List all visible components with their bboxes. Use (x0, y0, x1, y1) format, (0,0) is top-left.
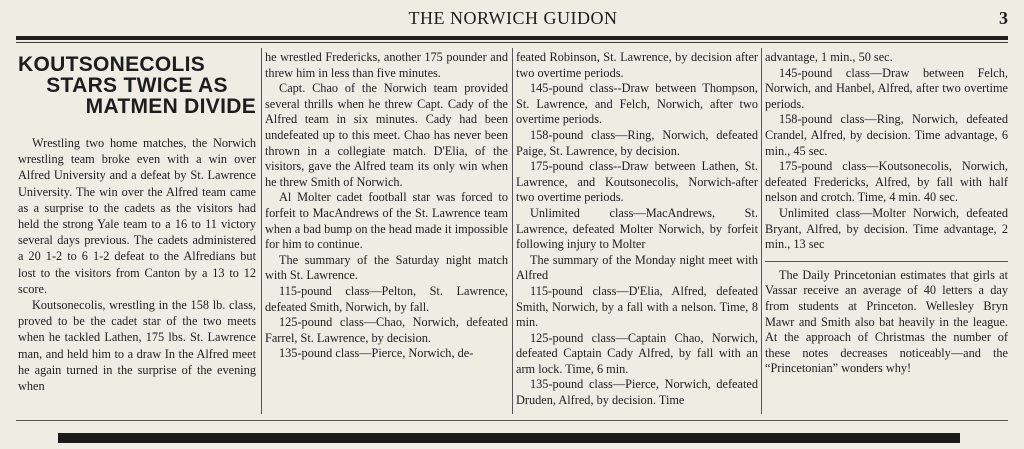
masthead-rule-thin (16, 42, 1008, 43)
paragraph: 175-pound class—Koutsonecolis, Norwich, defeated Fredericks, Alfred, by fall with half nelson and crotch. Time, 4 min. 40 sec. (765, 159, 1008, 205)
paragraph: 175-pound class--Draw between Lathen, St. Lawrence, and Koutsonecolis, Norwich-after two overtime periods. (516, 159, 758, 205)
paragraph: 145-pound class—Draw between Felch, Norwich, and Hanbel, Alfred, after two overtime periods. (765, 65, 1008, 111)
paragraph: Capt. Chao of the Norwich team provided several thrills when he threw Capt. Cady of the Alfred team in six minutes. Cady had been undefeated up to this meet. Chao has never been thrown in a collegiate match. D'Elia, of the visitors, gave the Alfred team its only win when he threw Smith of Norwich. (265, 81, 508, 189)
masthead-rule-thick (16, 36, 1008, 40)
paragraph: 115-pound class—D'Elia, Alfred, defeated Smith, Norwich, by a fall with a nelson. Time, 8 min. (516, 283, 758, 330)
paragraph: 115-pound class—Pelton, St. Lawrence, defeated Smith, Norwich, by fall. (265, 283, 508, 314)
paragraph: Al Molter cadet football star was forced to forfeit to MacAndrews of the St. Lawrence team when a bad bump on the head made it impossible for him to continue. (265, 190, 508, 252)
column-divider (512, 48, 513, 414)
headline-line-2: STARS TWICE AS (46, 74, 228, 97)
paragraph: he wrestled Fredericks, another 175 pounder and threw him in less than five minutes. (265, 50, 508, 80)
paragraph: Koutsonecolis, wrestling in the 158 lb. class, proved to be the cadet star of the two meets when he tackled Lathen, 175 lbs. St. Lawrence man, and held him to a draw In the Alfred meet he again turned in the surprise of the evening when (18, 298, 256, 394)
paragraph: Wrestling two home matches, the Norwich wrestling team broke even with a win over Alfred University and a defeat by St. Lawrence University. The win over the Alfred team came as a surprise to the cadets as the visitors had held the strong Yale team to a 16 to 11 victory several days previous. The cadets administered a 20 1-2 to 6 1-2 defeat to the Alfredians but lost to the visitors from Canton by a 13 to 12 score. (18, 136, 256, 296)
column-3 (516, 50, 758, 416)
article-headline (18, 54, 256, 117)
paragraph: 158-pound class—Ring, Norwich, defeated Crandel, Alfred, by decision. Time advantage, 6 min., 45 sec. (765, 112, 1008, 158)
paragraph: 135-pound class—Pierce, Norwich, defeated Druden, Alfred, by decision. Time (516, 377, 758, 408)
paragraph: 145-pound class--Draw between Thompson, St. Lawrence, and Felch, Norwich, after two overtime periods. (516, 81, 758, 127)
filler-paragraph: The Daily Princetonian estimates that girls at Vassar receive an average of 40 letters a day from students at Princeton. Wellesley Bryn Mawr and Smith also bat heavily in the league. At the approach of Christmas the number of these notes decreases noticeably—and the “Princetonian” wonders why! (765, 267, 1008, 376)
section-divider (765, 261, 1008, 262)
column-4 (765, 50, 1008, 416)
bottom-rule (16, 420, 1008, 421)
column-divider (261, 48, 262, 414)
page-number: 3 (999, 8, 1008, 28)
bottom-bar (58, 433, 960, 443)
paragraph: The summary of the Saturday night match with St. Lawrence. (265, 252, 508, 283)
newspaper-title: THE NORWICH GUIDON (408, 8, 618, 28)
paragraph: 125-pound class—Captain Chao, Norwich, defeated Captain Cady Alfred, by fall with an arm lock. Time, 6 min. (516, 330, 758, 376)
column-divider (761, 48, 762, 414)
column-1 (18, 50, 256, 416)
paragraph: Unlimited class—MacAndrews, St. Lawrence, defeated Molter Norwich, by forfeit following injury to Molter (516, 205, 758, 252)
paragraph: Unlimited class—Molter Norwich, defeated Bryant, Alfred, by decision. Time advantage, 2 min., 13 sec (765, 205, 1008, 252)
masthead (18, 6, 1008, 32)
paragraph: 158-pound class—Ring, Norwich, defeated Paige, St. Lawrence, by decision. (516, 127, 758, 158)
paragraph: 125-pound class—Chao, Norwich, defeated Farrel, St. Lawrence, by decision. (265, 315, 508, 345)
paragraph: The summary of the Monday night meet with Alfred (516, 252, 758, 283)
column-2 (265, 50, 508, 416)
paragraph: 135-pound class—Pierce, Norwich, de- (279, 346, 474, 361)
headline-line-1: KOUTSONECOLIS (18, 53, 206, 76)
paragraph: advantage, 1 min., 50 sec. (765, 50, 893, 64)
paragraph: feated Robinson, St. Lawrence, by decision after two overtime periods. (516, 50, 758, 80)
article-body-col1 (18, 135, 256, 394)
headline-line-3: MATMEN DIVIDE (85, 95, 256, 118)
